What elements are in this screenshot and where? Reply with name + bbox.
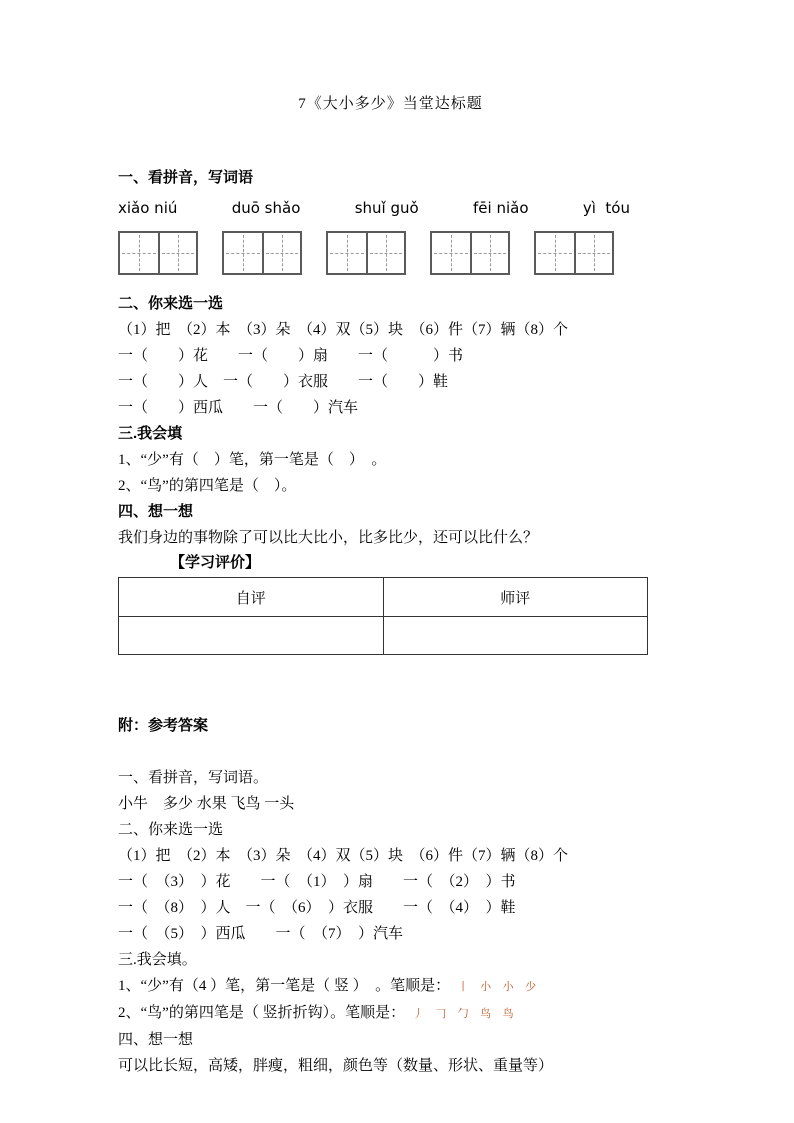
tianzige-cell xyxy=(536,233,574,273)
tianzige-group xyxy=(118,231,198,275)
pinyin-word: fēi niǎo xyxy=(473,199,529,217)
evaluation-label: 【学习评价】 xyxy=(170,554,261,571)
evaluation-col-teacher: 师评 xyxy=(383,578,648,617)
fill-question: 1、“少”有（ ）笔，第一笔是（ ） 。 xyxy=(118,452,387,468)
page-title: 7《大小多少》当堂达标题 xyxy=(298,96,483,112)
tianzige-cell xyxy=(262,233,300,273)
think-question: 我们身边的事物除了可以比大比小，比多比少，还可以比什么？ xyxy=(118,530,539,546)
fill-question: 2、“鸟”的第四笔是（ ）。 xyxy=(118,478,297,494)
answer2-line: 一（ （5） ）西瓜 一（ （7） ）汽车 xyxy=(118,926,404,942)
tianzige-cell xyxy=(366,233,404,273)
tianzige-group xyxy=(222,231,302,275)
fill-blank-line: 一（ ）花 一（ ）扇 一（ ）书 xyxy=(118,348,464,364)
section4-heading: 四、想一想 xyxy=(118,503,194,520)
tianzige-group xyxy=(326,231,406,275)
answer3-item1 xyxy=(118,973,663,1000)
answer2-options: （1）把 （2）本 （3）朵 （4）双（5）块 （6）件（7）辆（8）个 xyxy=(118,848,569,864)
pinyin-word: duō shǎo xyxy=(231,199,301,217)
page-content xyxy=(118,92,663,1079)
answer3-item2 xyxy=(118,1000,663,1027)
answer2-line: 一（ （3） ）花 一（ （1） ）扇 一（ （2） ）书 xyxy=(118,874,516,890)
tianzige-group xyxy=(430,231,510,275)
answers-heading: 附：参考答案 xyxy=(118,717,209,734)
fill-blank-line: 一（ ）西瓜 一（ ）汽车 xyxy=(118,400,359,416)
tianzige-cell xyxy=(158,233,196,273)
section1-heading: 一、看拼音，写词语 xyxy=(118,169,254,186)
tianzige-cell xyxy=(120,233,158,273)
answer3-item1-text: 1、“少”有（4 ）笔，第一笔是（ 竖 ） 。笔顺是： xyxy=(118,978,458,994)
answer2-heading: 二、你来选一选 xyxy=(118,822,224,838)
evaluation-cell-teacher xyxy=(383,617,648,655)
section3-heading: 三.我会填 xyxy=(118,425,183,442)
stroke-order-shao: 丨 小 小 少 xyxy=(457,980,541,993)
answer2-line: 一（ （8） ）人 一（ （6） ）衣服 一（ （4） ）鞋 xyxy=(118,900,516,916)
measure-word-options: （1）把 （2）本 （3）朵 （4）双（5）块 （6）件（7）辆（8）个 xyxy=(118,322,569,338)
spacer xyxy=(118,655,663,713)
answer3-heading: 三.我会填。 xyxy=(118,952,197,968)
answer4-text: 可以比长短，高矮，胖瘦，粗细，颜色等（数量、形状、重量等） xyxy=(118,1058,554,1074)
stroke-order-niao: 丿 𠃌 勹 鸟 鸟 xyxy=(412,1007,518,1020)
answer3-item2-text: 2、“鸟”的第四笔是（ 竖折折钩）。笔顺是： xyxy=(118,1005,413,1021)
tianzige-cell xyxy=(328,233,366,273)
pinyin-word: shuǐ guǒ xyxy=(354,199,419,217)
pinyin-word: yì tóu xyxy=(582,199,630,217)
tianzige-cell xyxy=(224,233,262,273)
answer4-heading: 四、想一想 xyxy=(118,1032,194,1048)
fill-blank-line: 一（ ）人 一（ ）衣服 一（ ）鞋 xyxy=(118,374,449,390)
pinyin-word: xiǎo niú xyxy=(118,199,178,217)
evaluation-cell-self xyxy=(119,617,384,655)
writing-grids-row xyxy=(118,231,663,275)
tianzige-cell xyxy=(432,233,470,273)
pinyin-row xyxy=(118,195,630,221)
evaluation-col-self: 自评 xyxy=(119,578,384,617)
answer1-heading: 一、看拼音，写词语。 xyxy=(118,770,269,786)
tianzige-cell xyxy=(574,233,612,273)
tianzige-cell xyxy=(470,233,508,273)
evaluation-table xyxy=(118,577,648,655)
answer1-words: 小牛 多少 水果 飞鸟 一头 xyxy=(118,796,295,812)
tianzige-group xyxy=(534,231,614,275)
section2-heading: 二、你来选一选 xyxy=(118,295,224,312)
spacer xyxy=(118,739,663,765)
